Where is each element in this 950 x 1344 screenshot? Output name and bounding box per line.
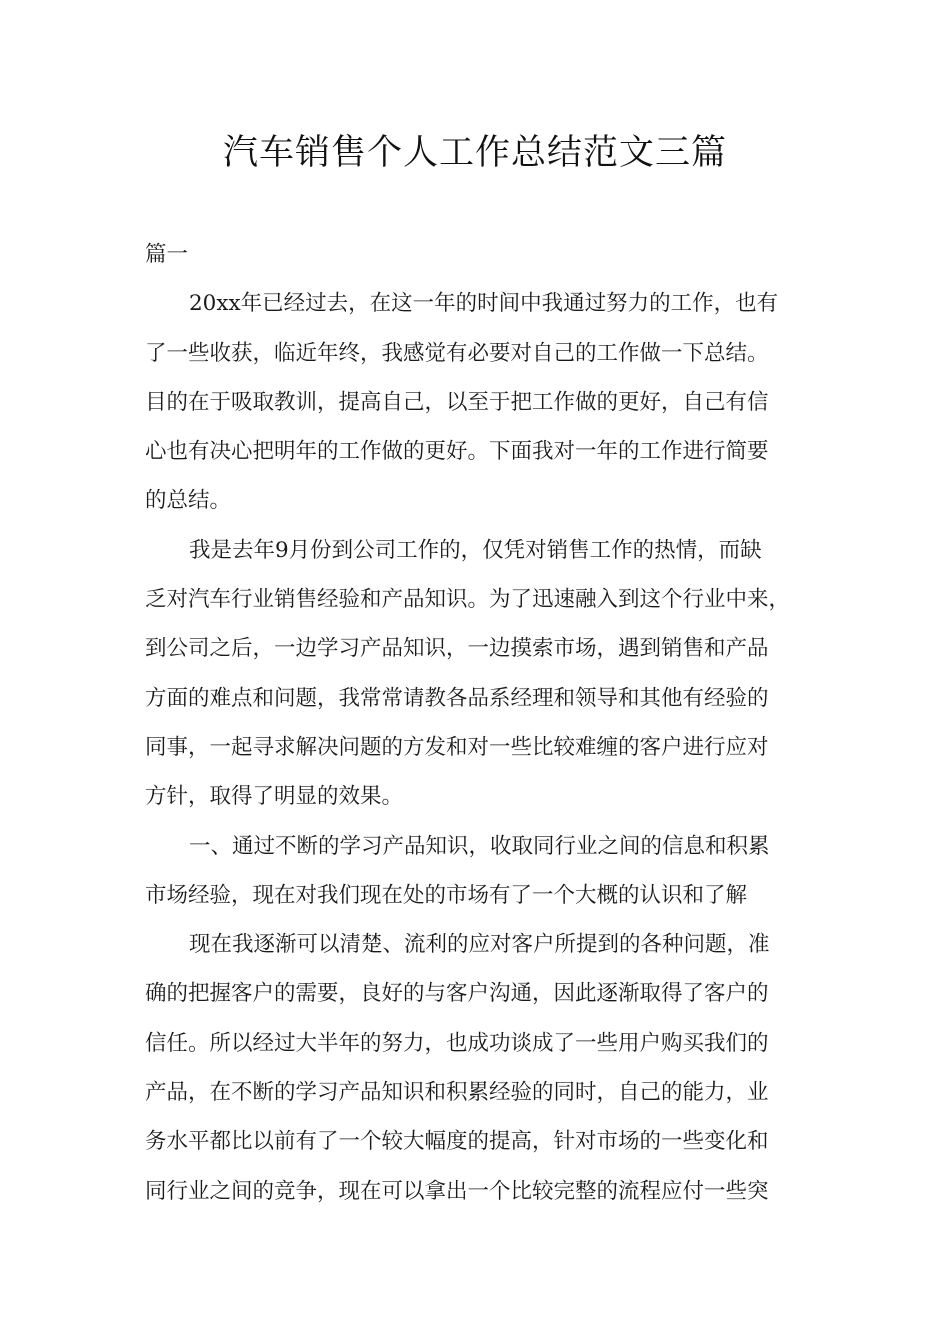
paragraph-lines — [145, 279, 807, 1216]
text-line: 了一些收获，临近年终，我感觉有必要对自己的工作做一下总结。 — [145, 340, 769, 366]
text-line: 心也有决心把明年的工作做的更好。下面我对一年的工作进行简要 — [145, 439, 769, 465]
text-line: 一、通过不断的学习产品知识，收取同行业之间的信息和积累 — [189, 833, 770, 859]
text-line: 确的把握客户的需要，良好的与客户沟通，因此逐渐取得了客户的 — [145, 981, 769, 1007]
text-line: 方面的难点和问题，我常常请教各品系经理和领导和其他有经验的 — [145, 685, 769, 711]
text-line: 目的在于吸取教训，提高自己，以至于把工作做的更好，自己有信 — [145, 389, 769, 415]
text-line: 同行业之间的竞争，现在可以拿出一个比较完整的流程应付一些突 — [145, 1178, 769, 1204]
text-line: 方针，取得了明显的效果。 — [145, 784, 404, 810]
text-line: 乏对汽车行业销售经验和产品知识。为了迅速融入到这个行业中来， — [145, 587, 791, 613]
text-line: 同事，一起寻求解决问题的方发和对一些比较难缠的客户进行应对 — [145, 734, 769, 760]
text-line: 现在我逐渐可以清楚、流利的应对客户所提到的各种问题，准 — [189, 932, 770, 958]
section-label: 篇一 — [145, 242, 189, 267]
text-line: 产品，在不断的学习产品知识和积累经验的同时，自己的能力，业 — [145, 1080, 769, 1106]
document-body — [145, 230, 807, 1216]
text-line: 20xx年已经过去，在这一年的时间中我通过努力的工作，也有 — [189, 291, 779, 317]
text-line: 到公司之后，一边学习产品知识，一边摸索市场，遇到销售和产品 — [145, 636, 769, 662]
text-line: 市场经验，现在对我们现在处的市场有了一个大概的认识和了解 — [145, 882, 748, 908]
text-line: 务水平都比以前有了一个较大幅度的提高，针对市场的一些变化和 — [145, 1129, 769, 1155]
text-line: 的总结。 — [145, 488, 232, 514]
document-title: 汽车销售个人工作总结范文三篇 — [222, 133, 727, 173]
text-line: 我是去年9月份到公司工作的，仅凭对销售工作的热情，而缺 — [189, 537, 762, 563]
text-line: 信任。所以经过大半年的努力，也成功谈成了一些用户购买我们的 — [145, 1030, 769, 1056]
